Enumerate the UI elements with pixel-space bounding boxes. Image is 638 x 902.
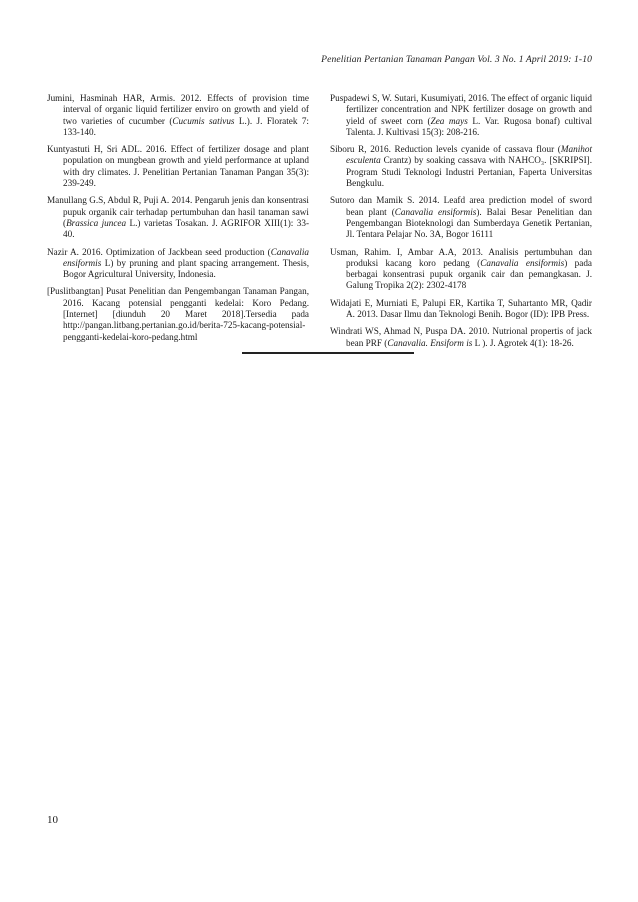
running-header: Penelitian Pertanian Tanaman Pangan Vol. 3 No. 1 April 2019: 1-10 [321, 54, 592, 65]
reference-entry: Jumini, Hasminah HAR, Armis. 2012. Effects of provision time interval of organic liquid fertilizer enviro on growth and yield of two varieties of cucumber (Cucumis sativus L.). J. Floratek 7: 133-140. [47, 93, 309, 137]
reference-entry: Usman, Rahim. I, Ambar A.A, 2013. Analisis pertumbuhan dan produksi kacang koro pedang (Canavalia ensiformis) pada berbagai konsentrasi pupuk organik cair dan pemangkasan. J. Galung Tropika 2(2): 2302-4178 [330, 246, 592, 291]
reference-entry: [Puslitbangtan] Pusat Penelitian dan Pengembangan Tanaman Pangan, 2016. Kacang potensial pengganti kedelai: Koro Pedang. [Internet] [diunduh 20 Maret 2018].Tersedia pada http://pangan.litbang.pertanian.go.id/berita-725-kacang-potensial-pengganti-kedelai-koro-pedang.html [47, 286, 309, 342]
reference-entry: Windrati WS, Ahmad N, Puspa DA. 2010. Nutrional propertis of jack bean PRF (Canavalia. Ensiform is L ). J. Agrotek 4(1): 18-26. [330, 326, 592, 348]
references-right-column [330, 93, 592, 355]
page-number: 10 [47, 814, 58, 826]
reference-entry: Manullang G.S, Abdul R, Puji A. 2014. Pengaruh jenis dan konsentrasi pupuk organik cair terhadap pertumbuhan dan hasil tanaman sawi (Brassica juncea L.) varietas Tosakan. J. AGRIFOR XIII(1): 33-40. [47, 195, 309, 240]
reference-entry: Siboru R, 2016. Reduction levels cyanide of cassava flour (Manihot esculenta Crantz) by soaking cassava with NAHCO₃. [SKRIPSI]. Program Studi Teknologi Industri Pertanian, Faperta Universitas Bengkulu. [330, 144, 592, 189]
reference-entry: Widajati E, Murniati E, Palupi ER, Kartika T, Suhartanto MR, Qadir A. 2013. Dasar Ilmu dan Teknologi Benih. Bogor (ID): IPB Press. [330, 297, 592, 320]
reference-entry: Sutoro dan Mamik S. 2014. Leafd area prediction model of sword bean plant (Canavalia ensiformis). Balai Besar Penelitian dan Pengembangan Bioteknologi dan Sumberdaya Genetik Pertanian, Jl. Tentara Pelajar No. 3A, Bogor 16111 [330, 195, 592, 240]
references-left-column [47, 93, 309, 349]
end-rule-divider [242, 352, 414, 354]
reference-entry: Puspadewi S, W. Sutari, Kusumiyati, 2016. The effect of organic liquid fertilizer concentration and NPK fertilizer dosage on growth and yield of sweet corn (Zea mays L. Var. Rugosa bonaf) cultival Talenta. J. Kultivasi 15(3): 208-216. [330, 93, 592, 137]
reference-entry: Nazir A. 2016. Optimization of Jackbean seed production (Canavalia ensiformis L) by pruning and plant spacing arrangement. Thesis, Bogor Agricultural University, Indonesia. [47, 246, 309, 280]
reference-entry: Kuntyastuti H, Sri ADL. 2016. Effect of fertilizer dosage and plant population on mungbean growth and yield performance at upland with dry climates. J. Penelitian Pertanian Tanaman Pangan 35(3): 239-249. [47, 144, 309, 189]
